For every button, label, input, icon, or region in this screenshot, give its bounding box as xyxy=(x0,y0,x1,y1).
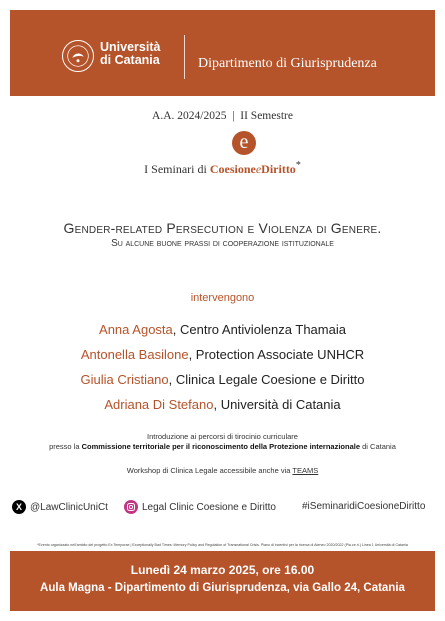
instagram-icon xyxy=(124,500,138,514)
speakers-heading: intervengono xyxy=(190,292,255,304)
x-logo-icon: X xyxy=(12,500,26,514)
event-date: Lunedì 24 marzo 2025, ore 16.00 xyxy=(130,563,315,577)
coesione-diritto-logo: e xyxy=(232,131,256,155)
event-subtitle: Su alcune buone prassi di cooperazione istituzionale xyxy=(111,238,334,249)
speaker-item xyxy=(0,372,445,387)
intro-line2 xyxy=(0,442,445,452)
internship-intro xyxy=(0,432,445,452)
instagram-name: Legal Clinic Coesione e Diritto xyxy=(142,501,276,513)
footer-banner xyxy=(10,551,435,611)
speaker-name: Adriana Di Stefano xyxy=(104,397,214,412)
speaker-name: Giulia Cristiano xyxy=(80,372,169,387)
x-handle: @LawClinicUniCt xyxy=(30,501,108,513)
speaker-affiliation: , Centro Antiviolenza Thamaia xyxy=(172,322,346,337)
event-title: Gender-related Persecution e Violenza di Genere. xyxy=(63,220,382,236)
university-name xyxy=(100,41,160,67)
university-seal-logo xyxy=(62,40,94,72)
speaker-item xyxy=(0,397,445,412)
brand-asterisk: * xyxy=(295,160,301,171)
speaker-affiliation: , Protection Associate UNHCR xyxy=(188,347,365,362)
academic-year: A.A. 2024/2025 | II Semestre xyxy=(152,110,293,122)
workshop-note xyxy=(0,466,445,475)
workshop-text: Workshop di Clinica Legale accessibile anche via xyxy=(126,466,293,475)
brand-e: e xyxy=(255,162,262,176)
speaker-affiliation: , Clinica Legale Coesione e Diritto xyxy=(168,372,365,387)
header-divider xyxy=(184,35,185,79)
brand-diritto: Diritto xyxy=(261,162,296,176)
x-account[interactable] xyxy=(12,500,108,514)
department-name: Dipartimento di Giurisprudenza xyxy=(198,56,377,71)
speaker-affiliation: , Università di Catania xyxy=(213,397,341,412)
social-links xyxy=(12,500,436,518)
hashtag: #iSeminaridiCoesioneDiritto xyxy=(302,501,426,512)
header-banner xyxy=(10,10,435,96)
intro-line2-suffix: di Catania xyxy=(360,442,396,451)
seminar-series xyxy=(0,160,445,177)
brand-coesione: Coesione xyxy=(209,162,256,176)
seminar-series-prefix: I Seminari di xyxy=(144,162,210,176)
university-name-line1: Università xyxy=(100,40,161,54)
intro-line2-prefix: presso la xyxy=(49,442,82,451)
event-location: Aula Magna - Dipartimento di Giurisprudenza, via Gallo 24, Catania xyxy=(40,582,405,594)
speaker-name: Anna Agosta xyxy=(99,322,173,337)
intro-line1: Introduzione ai percorsi di tirocinio curriculare xyxy=(147,432,298,441)
speaker-name: Antonella Basilone xyxy=(80,347,189,362)
speaker-item xyxy=(0,322,445,337)
speaker-item xyxy=(0,347,445,362)
instagram-account[interactable] xyxy=(124,500,276,514)
intro-commission: Commissione territoriale per il riconoscimento della Protezione internazionale xyxy=(81,442,361,451)
teams-link[interactable]: TEAMS xyxy=(292,466,319,475)
university-name-line2: di Catania xyxy=(100,53,160,67)
footnote: *Evento organizzato nell'ambito del progetto Ex Temporae | Exceptionally Bad Times: Memory Policy and Regulation of Transnational Crisis. Piano di incentivi per la ricerca di Ateneo 2020/2022 (Pia.ce.ri.) Linea 1 Università di Catania xyxy=(37,543,408,547)
